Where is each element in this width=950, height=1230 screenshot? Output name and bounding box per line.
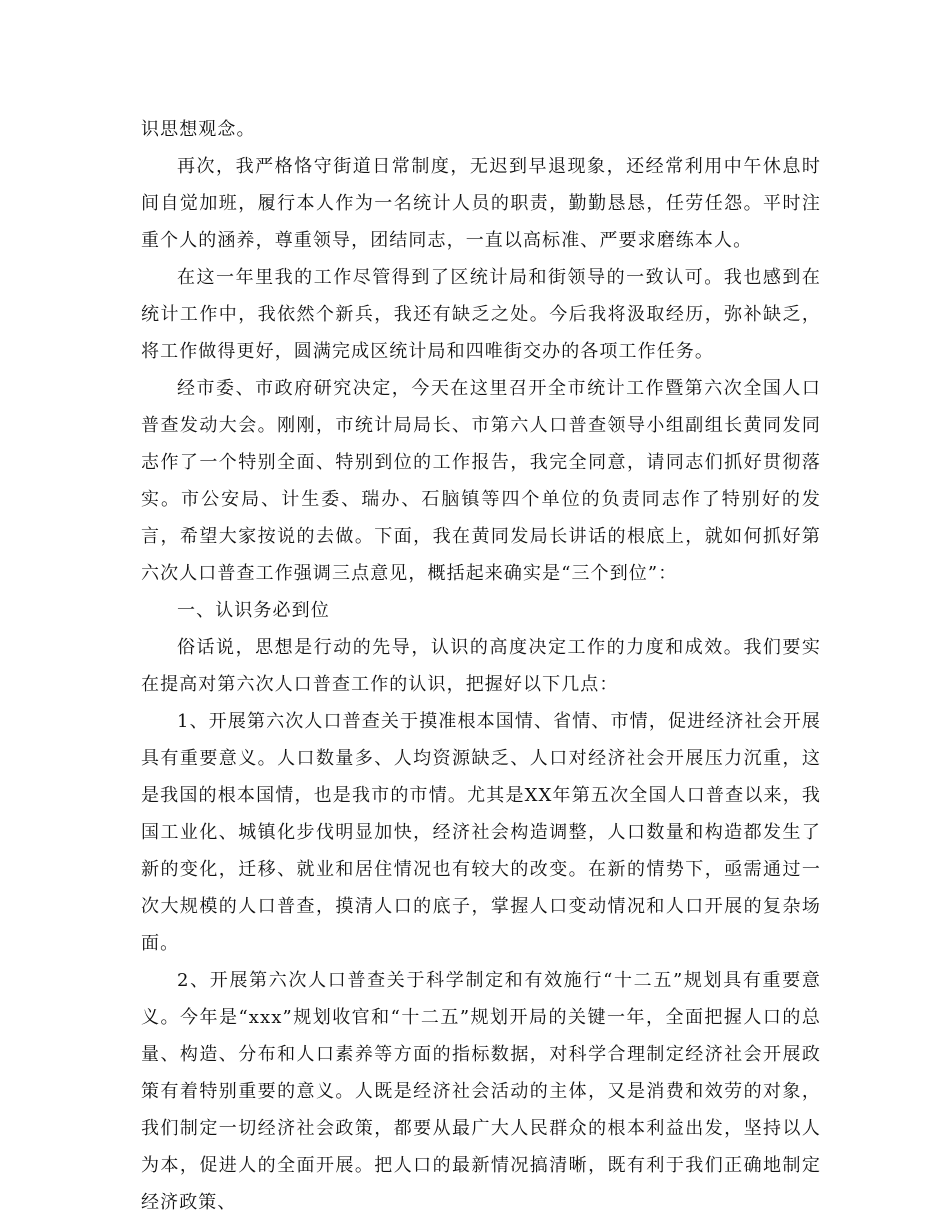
paragraph-work-discipline: 再次，我严格恪守街道日常制度，无迟到早退现象，还经常利用中午休息时间自觉加班，履行本人作为一名统计人员的职责，勤勤恳恳，任劳任怨。平时注重个人的涵养，尊重领导，团结同志，一直以高标准、严要求磨练本人。	[141, 156, 821, 251]
paragraph-meeting-intro: 经市委、市政府研究决定，今天在这里召开全市统计工作暨第六次全国人口普查发动大会。刚刚，市统计局局长、市第六人口普查领导小组副组长黄同发同志作了一个特别全面、特别到位的工作报告，我完全同意，请同志们抓好贯彻落实。市公安局、计生委、瑞办、石脑镇等四个单位的负责同志作了特别好的发言，希望大家按说的去做。下面，我在黄同发局长讲话的根底上，就如何抓好第六次人口普查工作强调三点意见，概括起来确实是“三个到位”：	[141, 378, 821, 584]
paragraph-continuation: 识思想观念。	[141, 119, 256, 140]
paragraph-point-2: 2、开展第六次人口普查关于科学制定和有效施行“十二五”规划具有重要意义。今年是“xxx”规划收官和“十二五”规划开局的关键一年，全面把握人口的总量、构造、分布和人口素养等方面的指标数据，对科学合理制定经济社会开展政策有着特别重要的意义。人既是经济社会活动的主体，又是消费和效劳的对象，我们制定一切经济社会政策，都要从最广大人民群众的根本利益出发，坚持以人为本，促进人的全面开展。把人口的最新情况搞清晰，既有利于我们正确地制定经济政策、	[141, 970, 821, 1213]
paragraph-point-1: 1、开展第六次人口普查关于摸准根本国情、省情、市情，促进经济社会开展具有重要意义。人口数量多、人均资源缺乏、人口对经济社会开展压力沉重，这是我国的根本国情，也是我市的市情。尤其是XX年第五次全国人口普查以来，我国工业化、城镇化步伐明显加快，经济社会构造调整，人口数量和构造都发生了新的变化，迁移、就业和居住情况也有较大的改变。在新的情势下，亟需通过一次大规模的人口普查，摸清人口的底子，掌握人口变动情况和人口开展的复杂场面。	[141, 711, 821, 954]
document-body	[141, 111, 821, 1221]
paragraph-year-summary: 在这一年里我的工作尽管得到了区统计局和街领导的一致认可。我也感到在统计工作中，我依然个新兵，我还有缺乏之处。今后我将汲取经历，弥补缺乏，将工作做得更好，圆满完成区统计局和四唯街交办的各项工作任务。	[141, 267, 821, 362]
section-heading-awareness: 一、认识务必到位	[177, 600, 330, 621]
paragraph-awareness-intro: 俗话说，思想是行动的先导，认识的高度决定工作的力度和成效。我们要实在提高对第六次人口普查工作的认识，把握好以下几点：	[141, 637, 821, 695]
